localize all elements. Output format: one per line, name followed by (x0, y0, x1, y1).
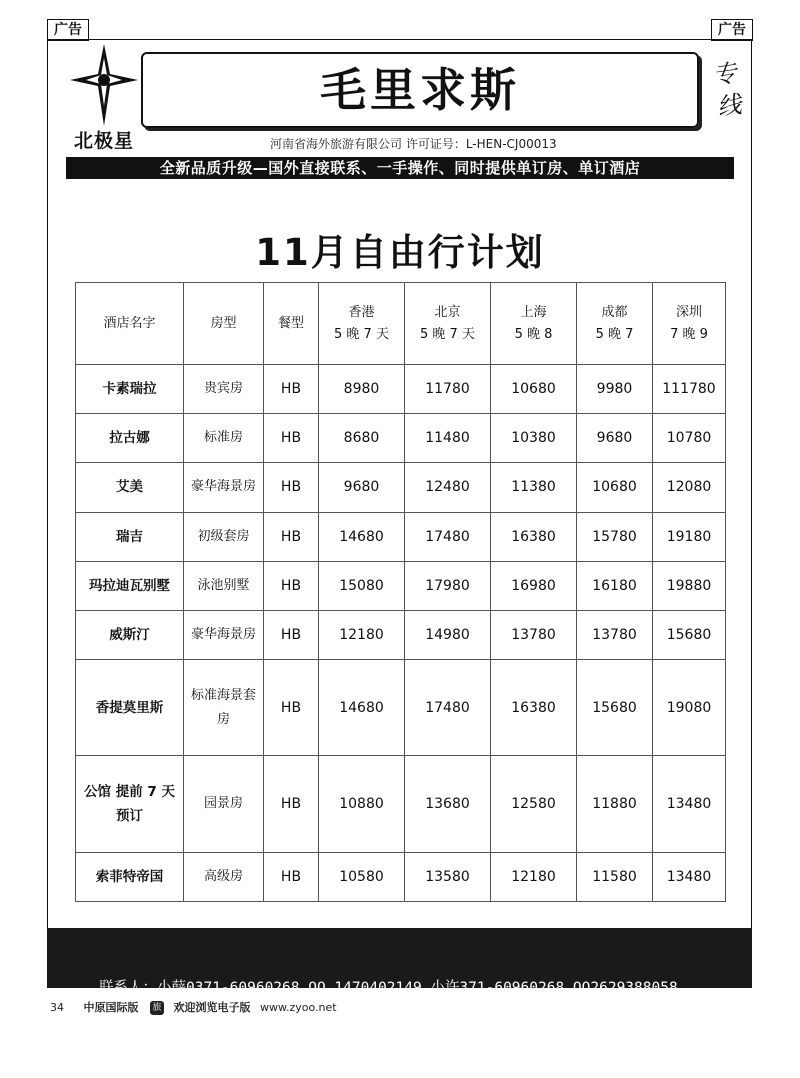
contact-label: 联系人： (99, 980, 157, 996)
page-footer (50, 998, 750, 1018)
price-cell: 12180 (491, 852, 577, 901)
price-cell: 16380 (491, 660, 577, 756)
room-type: 标准房 (184, 414, 264, 463)
page-number: 34 (50, 1001, 64, 1014)
ad-tag-right: 广告 (711, 19, 753, 41)
publication-badge-icon: 旅 (150, 1001, 164, 1015)
price-cell: 12480 (405, 463, 491, 512)
table-row (76, 512, 726, 561)
room-type: 高级房 (184, 852, 264, 901)
room-type: 贵宾房 (184, 365, 264, 414)
meal-plan: HB (264, 561, 319, 610)
line-label: 专线 (710, 58, 744, 122)
price-cell: 17980 (405, 561, 491, 610)
price-cell: 11880 (577, 756, 653, 852)
meal-plan: HB (264, 512, 319, 561)
price-cell: 13780 (577, 610, 653, 659)
city-name: 成都 (601, 304, 628, 320)
city-name: 深圳 (675, 304, 702, 320)
hotel-name: 威斯汀 (76, 610, 184, 659)
price-cell: 10680 (491, 365, 577, 414)
price-cell: 15680 (577, 660, 653, 756)
promo-banner: 全新品质升级—国外直接联系、一手操作、同时提供单订房、单订酒店 (66, 157, 734, 179)
header-meal: 餐型 (264, 283, 319, 365)
price-cell: 13680 (405, 756, 491, 852)
city-name: 上海 (520, 304, 547, 320)
price-cell: 8980 (319, 365, 405, 414)
table-row (76, 660, 726, 756)
hotel-name: 卡素瑞拉 (76, 365, 184, 414)
price-cell: 13580 (405, 852, 491, 901)
meal-plan: HB (264, 660, 319, 756)
city-name: 香港 (348, 304, 375, 320)
price-cell: 111780 (653, 365, 726, 414)
price-cell: 9980 (577, 365, 653, 414)
table-row (76, 610, 726, 659)
contact-line-1-text: 小薛0371-60960268 QQ 1470402149 小许371-60960268 QQ2629388058 (157, 980, 678, 996)
room-type: 园景房 (184, 756, 264, 852)
price-cell: 15780 (577, 512, 653, 561)
room-type: 泳池别墅 (184, 561, 264, 610)
room-type: 标准海景套房 (184, 660, 264, 756)
hotel-name: 拉古娜 (76, 414, 184, 463)
price-cell: 8680 (319, 414, 405, 463)
price-cell: 10880 (319, 756, 405, 852)
price-cell: 15080 (319, 561, 405, 610)
hotel-name: 艾美 (76, 463, 184, 512)
destination-title: 毛里求斯 (320, 63, 520, 117)
price-cell: 17480 (405, 512, 491, 561)
price-cell: 12080 (653, 463, 726, 512)
price-cell: 10780 (653, 414, 726, 463)
city-name: 北京 (434, 304, 461, 320)
city-duration: 5 晚 7 天 (420, 326, 475, 342)
website-link[interactable]: www.zyoo.net (260, 1001, 337, 1014)
header-hotel: 酒店名字 (76, 283, 184, 365)
price-cell: 14680 (319, 660, 405, 756)
meal-plan: HB (264, 414, 319, 463)
hotel-name: 公馆 提前 7 天预订 (76, 756, 184, 852)
hotel-name: 玛拉迪瓦别墅 (76, 561, 184, 610)
publication-name: 中原国际版 (83, 1001, 139, 1014)
price-cell: 12580 (491, 756, 577, 852)
price-cell: 11380 (491, 463, 577, 512)
header-city-hongkong (319, 283, 405, 365)
room-type: 初级套房 (184, 512, 264, 561)
table-header-row (76, 283, 726, 365)
table-row (76, 463, 726, 512)
table-row (76, 852, 726, 901)
header-city-shenzhen (653, 283, 726, 365)
price-cell: 11780 (405, 365, 491, 414)
meal-plan: HB (264, 463, 319, 512)
ad-tag-left: 广告 (47, 19, 89, 41)
price-cell: 16980 (491, 561, 577, 610)
price-cell: 11480 (405, 414, 491, 463)
price-cell: 16380 (491, 512, 577, 561)
price-cell: 15680 (653, 610, 726, 659)
price-cell: 19880 (653, 561, 726, 610)
destination-title-box (141, 52, 699, 128)
logo-name: 北极星 (73, 130, 134, 152)
meal-plan: HB (264, 756, 319, 852)
header-room-type: 房型 (184, 283, 264, 365)
price-cell: 19080 (653, 660, 726, 756)
city-duration: 5 晚 7 (595, 326, 634, 342)
header-city-beijing (405, 283, 491, 365)
room-type: 豪华海景房 (184, 463, 264, 512)
price-cell: 9680 (319, 463, 405, 512)
hotel-name: 香提莫里斯 (76, 660, 184, 756)
meal-plan: HB (264, 610, 319, 659)
meal-plan: HB (264, 852, 319, 901)
price-cell: 10380 (491, 414, 577, 463)
city-duration: 7 晚 9 (670, 326, 708, 342)
price-cell: 10680 (577, 463, 653, 512)
table-row (76, 756, 726, 852)
room-type: 豪华海景房 (184, 610, 264, 659)
table-row (76, 365, 726, 414)
price-cell: 17480 (405, 660, 491, 756)
plan-title: 11月自由行计划 (255, 231, 545, 274)
price-cell: 9680 (577, 414, 653, 463)
welcome-text: 欢迎浏览电子版 (173, 1001, 251, 1014)
table-row (76, 561, 726, 610)
north-star-icon (70, 44, 138, 126)
city-duration: 5 晚 8 (514, 326, 553, 342)
header-city-chengdu (577, 283, 653, 365)
price-cell: 19180 (653, 512, 726, 561)
price-cell: 12180 (319, 610, 405, 659)
polaris-logo (66, 42, 138, 152)
price-cell: 14680 (319, 512, 405, 561)
price-cell: 13480 (653, 756, 726, 852)
price-cell: 11580 (577, 852, 653, 901)
license-text: 河南省海外旅游有限公司 许可证号：L-HEN-CJ00013 (270, 137, 557, 151)
header-city-shanghai (491, 283, 577, 365)
contact-line-1 (99, 978, 752, 998)
price-cell: 14980 (405, 610, 491, 659)
meal-plan: HB (264, 365, 319, 414)
city-duration: 5 晚 7 天 (334, 326, 389, 342)
price-cell: 10580 (319, 852, 405, 901)
price-table (75, 282, 726, 902)
hotel-name: 索菲特帝国 (76, 852, 184, 901)
price-cell: 16180 (577, 561, 653, 610)
contact-line-2: 小王0371-60960268 QQ 2496166531 小李371-60960268 QQ945468501 (169, 1040, 681, 1056)
table-row (76, 414, 726, 463)
price-cell: 13480 (653, 852, 726, 901)
price-cell: 13780 (491, 610, 577, 659)
hotel-name: 瑞吉 (76, 512, 184, 561)
